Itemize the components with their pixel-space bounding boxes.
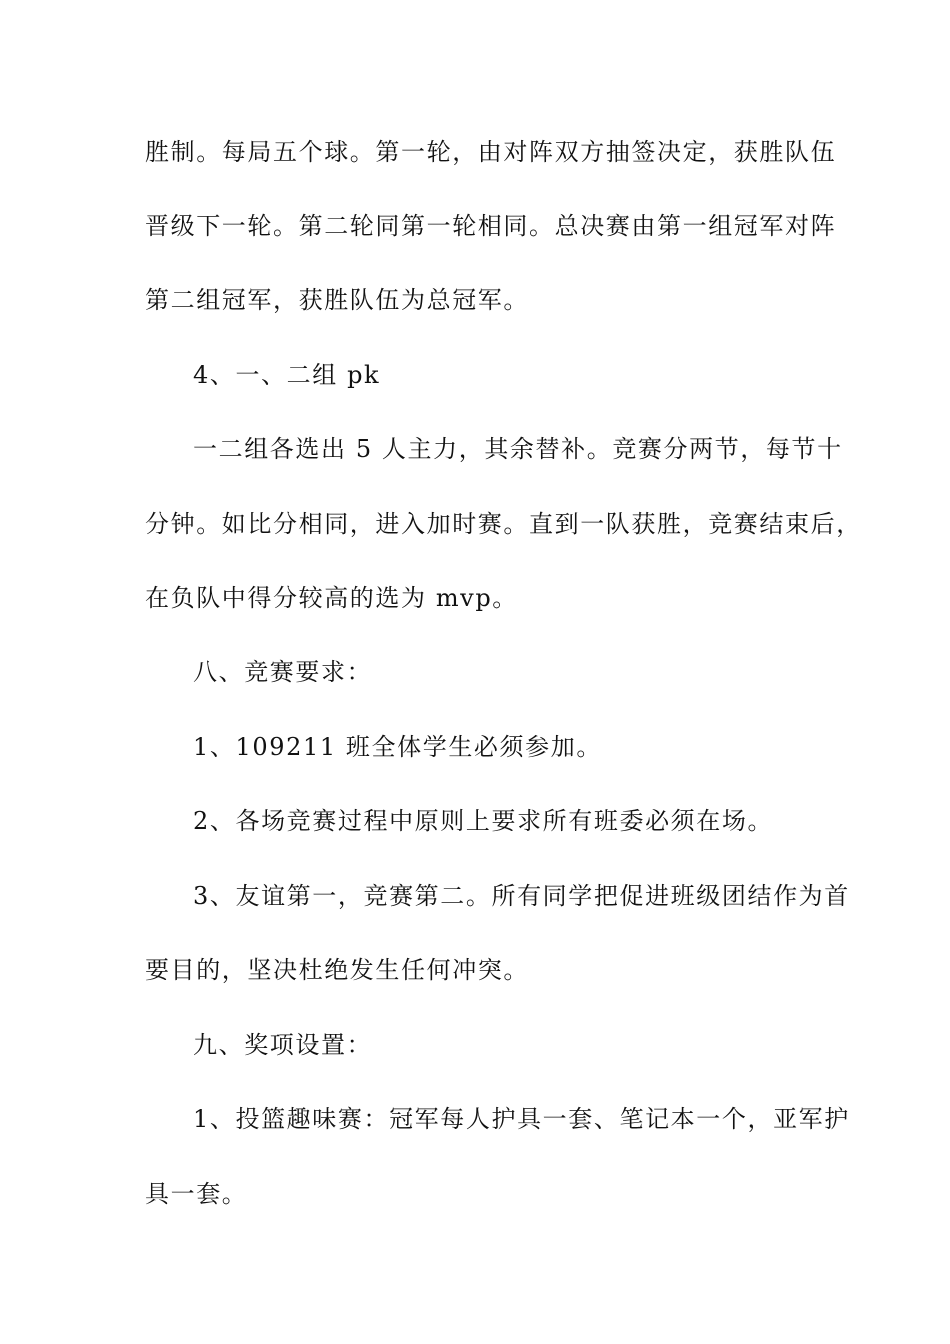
section-heading: 4、一、二组 pk	[193, 361, 381, 389]
paragraph-line: 晋级下一轮。第二轮同第一轮相同。总决赛由第一组冠军对阵	[145, 212, 837, 240]
list-item: 3、友谊第一，竞赛第二。所有同学把促进班级团结作为首	[193, 882, 850, 910]
paragraph-line: 一二组各选出 5 人主力，其余替补。竞赛分两节，每节十	[193, 435, 843, 463]
list-item: 1、109211 班全体学生必须参加。	[193, 733, 602, 761]
list-item-continuation: 要目的，坚决杜绝发生任何冲突。	[145, 956, 529, 984]
section-heading: 九、奖项设置：	[193, 1031, 373, 1059]
paragraph-line: 胜制。每局五个球。第一轮，由对阵双方抽签决定，获胜队伍	[145, 138, 837, 166]
paragraph-line: 第二组冠军，获胜队伍为总冠军。	[145, 286, 529, 314]
list-item-continuation: 具一套。	[145, 1180, 248, 1208]
list-item: 2、各场竞赛过程中原则上要求所有班委必须在场。	[193, 807, 774, 835]
paragraph-line: 在负队中得分较高的选为 mvp。	[145, 584, 518, 612]
section-heading: 八、竞赛要求：	[193, 658, 373, 686]
paragraph-line: 分钟。如比分相同，进入加时赛。直到一队获胜，竞赛结束后，	[145, 510, 862, 538]
list-item: 1、投篮趣味赛：冠军每人护具一套、笔记本一个，亚军护	[193, 1105, 850, 1133]
